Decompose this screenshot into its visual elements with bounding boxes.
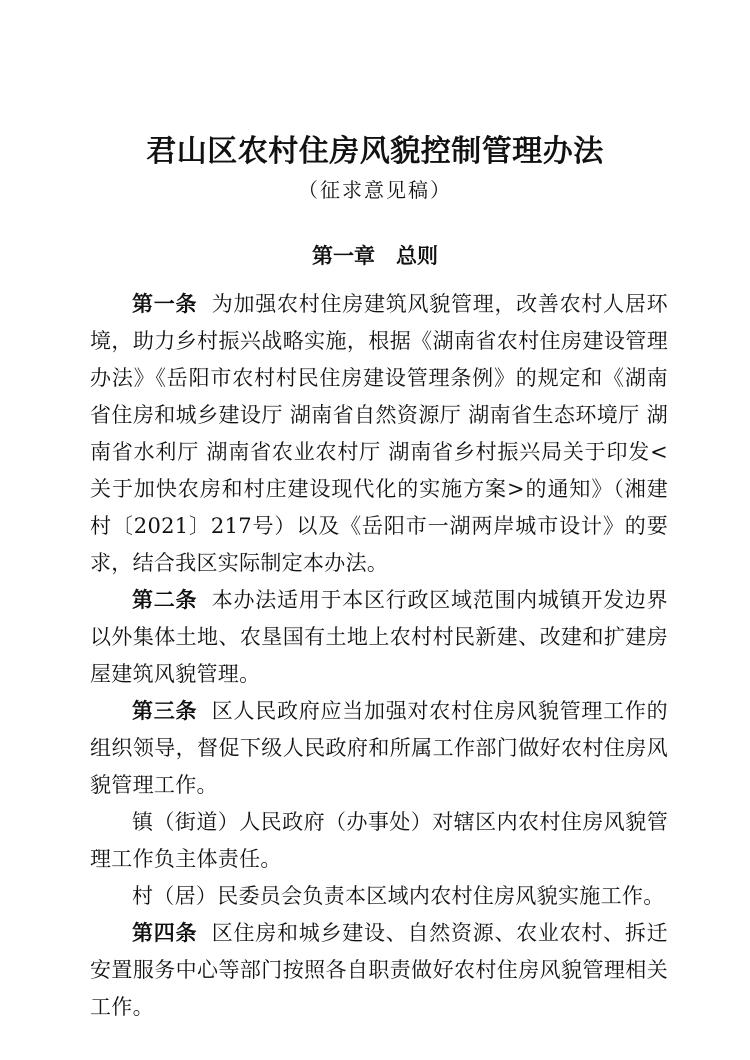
article-paragraph [90,582,668,693]
chapter-heading: 第一章 总则 [312,244,438,268]
article-paragraph [90,693,668,804]
article-number: 第一条 [132,292,198,316]
paragraph-text: 镇（街道）人民政府（办事处）对辖区内农村住房风貌管理工作负主体责任。 [90,810,668,871]
article-text: 本办法适用于本区行政区域范围内城镇开发边界以外集体土地、农垦国有土地上农村村民新建、改建和扩建房屋建筑风貌管理。 [90,588,668,686]
article-paragraph [90,286,668,582]
paragraph [90,878,668,915]
article-number: 第四条 [132,921,198,945]
article-number: 第二条 [132,588,198,612]
paragraph-text: 村（居）民委员会负责本区域内农村住房风貌实施工作。 [132,884,665,908]
document-subtitle: （征求意见稿） [298,178,452,202]
paragraph [90,804,668,878]
article-text: 区住房和城乡建设、自然资源、农业农村、拆迁安置服务中心等部门按照各自职责做好农村住房风貌管理相关工作。 [90,921,668,1019]
article-paragraph [90,915,668,1026]
article-text: 区人民政府应当加强对农村住房风貌管理工作的组织领导，督促下级人民政府和所属工作部门做好农村住房风貌管理工作。 [90,699,668,797]
document-title: 君山区农村住房风貌控制管理办法 [146,134,604,169]
article-text: 为加强农村住房建筑风貌管理，改善农村人居环境，助力乡村振兴战略实施，根据《湖南省农村住房建设管理办法》《岳阳市农村村民住房建设管理条例》的规定和《湖南省住房和城乡建设厅 湖南省自然资源厅 湖南省生态环境厅 湖南省水利厅 湖南省农业农村厅 湖南省乡村振兴局关于印发<关于加快农房和村庄建设现代化的实施方案>的通知》（湘建村〔2021〕217号）以及《岳阳市一湖两岸城市设计》的要求，结合我区实际制定本办法。 [90,292,668,575]
article-number: 第三条 [132,699,198,723]
document-body [90,286,668,1026]
